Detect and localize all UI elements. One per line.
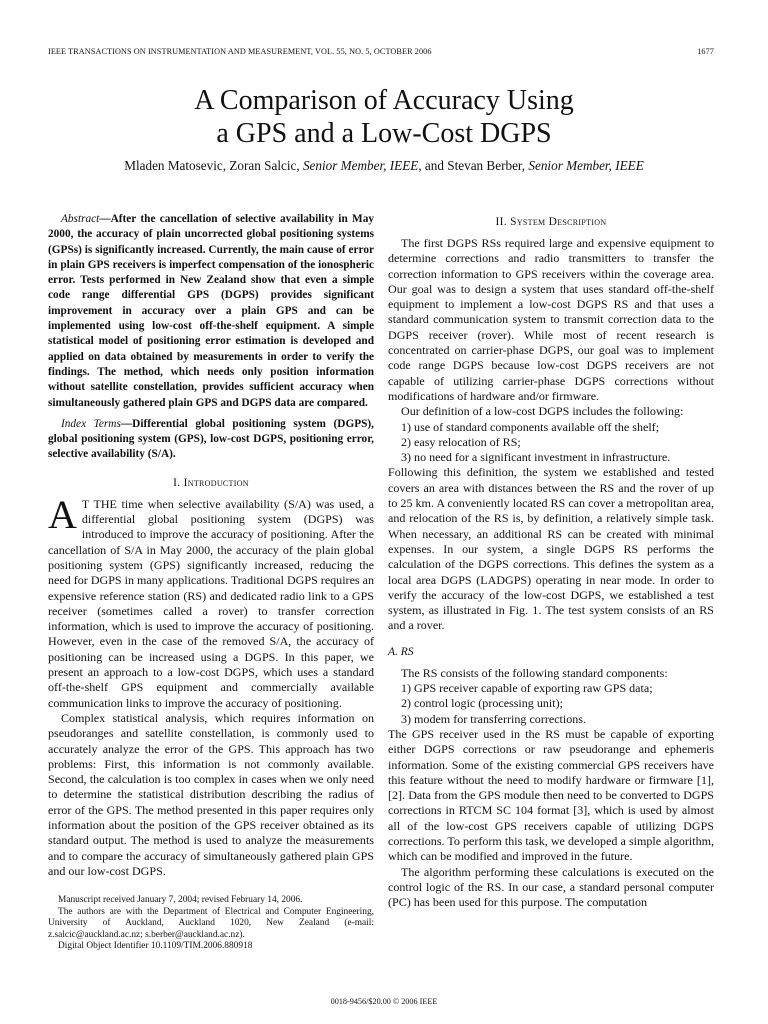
author-role-1: Senior Member, IEEE <box>302 158 419 173</box>
author-names-2: , and Stevan Berber, <box>418 158 529 173</box>
section-numeral: II. <box>495 216 511 228</box>
running-head <box>48 47 714 56</box>
index-terms-label: Index Terms <box>61 417 121 430</box>
copyright-footer: 0018-9456/$20.00 © 2006 IEEE <box>330 997 438 1006</box>
list-item: 1) use of standard components available off the shelf; <box>401 419 660 434</box>
title-line-2: a GPS and a Low-Cost DGPS <box>216 118 552 149</box>
right-column <box>388 212 714 910</box>
abstract-text: —After the cancellation of selective availability in May 2000, the accuracy of plain uncorrected global positioning systems (GPSs) is significantly increased. Currently, the main cause of error in plain GPS receivers is imperfect compensation of the ionospheric error. Tests performed in New Zealand show that even a simple code range differential GPS (DGPS) provides significant improvement in accuracy over a plain GPS and can be implemented using low-cost off-the-shelf equipment. A simple statistical model of positioning error estimation is developed and applied on data obtained by measurements in order to verify the findings. The method, which needs only position information without satellite constellation, provides sufficient accuracy when simultaneously gathered plain GPS and DGPS data are compared. <box>48 213 374 409</box>
section-heading-system-description <box>388 216 714 228</box>
abstract <box>48 212 374 411</box>
list-item: 3) no need for a significant investment in infrastructure. <box>401 450 671 465</box>
system-paragraph-2: Our definition of a low-cost DGPS includes the following: <box>401 404 684 419</box>
footnotes <box>48 895 374 953</box>
list-item: 2) easy relocation of RS; <box>401 434 521 449</box>
section-title: Introduction <box>183 476 249 489</box>
rs-paragraph-3: The algorithm performing these calculations is executed on the control logic of the RS. In our case, a standard personal computer (PC) has been used for this purpose. The computation <box>388 864 714 910</box>
list-item: 1) GPS receiver capable of exporting raw GPS data; <box>401 681 653 696</box>
journal-name: IEEE TRANSACTIONS ON INSTRUMENTATION AND MEASUREMENT, VOL. 55, NO. 5, OCTOBER 2006 <box>48 47 432 56</box>
abstract-label: Abstract <box>61 213 100 225</box>
author-names-1: Mladen Matosevic, Zoran Salcic, <box>124 158 303 173</box>
footnote-doi: Digital Object Identifier 10.1109/TIM.2006.880918 <box>58 941 253 952</box>
intro-paragraph-1-text: T THE time when selective availability (S/A) was used, a differential global positioning system (DGPS) was introduced to improve the accuracy of positioning. After the cancellation of S/A in May 2000, the accuracy of the plain global positioning system (GPS) significantly increased, reducing the need for DGPS in many applications. Traditional DGPS requires an expensive reference station (RS) and dedicated radio link to a GPS receiver (sometimes called a rover) to transfer correction information, which is used to improve the accuracy of positioning. However, even in the case of the removed S/A, the accuracy of positioning can be increased using a DGPS. In this paper, we present an approach to a low-cost DGPS, which uses a standard off-the-shelf GPS equipment and commercially available communication links to improve the accuracy of positioning. <box>48 496 374 710</box>
paper-title <box>0 84 768 150</box>
section-heading-introduction <box>48 477 374 489</box>
rs-paragraph-2: The GPS receiver used in the RS must be capable of exporting either DGPS corrections or raw pseudorange and ephemeris information. Some of the existing commercial GPS receivers have this feature without the need to modify hardware or firmware [1], [2]. Data from the GPS module then need to be converted to DGPS corrections in RTCM SC 104 format [3], which is used by almost all of the low-cost GPS receivers capable of utilizing DGPS corrections. To perform this task, we developed a simple algorithm, which can be modified and improved in the future. <box>388 726 714 864</box>
list-item: 3) modem for transferring corrections. <box>401 711 586 726</box>
index-terms-text: —Differential global positioning system (DGPS), global positioning system (GPS), low-cost DGPS, positioning error, selective availability (S/A). <box>48 417 374 461</box>
section-title: System Description <box>510 216 607 228</box>
subsection-heading-rs: A. RS <box>388 645 414 658</box>
section-numeral: I. <box>173 476 184 489</box>
rs-paragraph-1: The RS consists of the following standard components: <box>401 665 668 680</box>
index-terms <box>48 417 374 463</box>
left-column <box>48 212 374 879</box>
author-role-2: Senior Member, IEEE <box>528 158 644 173</box>
system-paragraph-3: Following this definition, the system we established and tested covers an area with distances between the RS and the rover of up to 25 km. A conveniently located RS can cover a metropolitan area, and relocation of the RS is, by definition, a relatively simple task. When necessary, an additional RS can be created with minimal expenses. In our system, a single DGPS RS performs the calculation of the DGPS corrections. This defines the system as a local area DGPS (LADGPS) operating in near mode. In order to verify the accuracy of the low-cost DGPS, we established a test system, as illustrated in Fig. 1. The test system consists of an RS and a rover. <box>388 465 714 633</box>
system-paragraph-1: The first DGPS RSs required large and expensive equipment to determine corrections and radio transmitters to transfer the correction information to GPS receivers within the coverage area. Our goal was to design a system that uses standard off-the-shelf equipment to implement a low-cost DGPS RS and that uses a standard communication system to transmit correction data to the DGPS receiver (rover). While most of recent research is concentrated on carrier-phase DGPS, our goal was to implement code range DGPS because low-cost DGPS receivers are not capable of utilizing carrier-phase DGPS corrections without modifications of hardware and/or firmware. <box>388 236 714 403</box>
list-item: 2) control logic (processing unit); <box>401 696 563 711</box>
page-number: 1677 <box>697 47 714 56</box>
intro-paragraph-2: Complex statistical analysis, which requires information on pseudoranges and satellite constellation, is commonly used to accurately analyze the error of the GPS. This approach has two problems: First, this information is not commonly available. Second, the calculation is too complex in cases when we only need to determine the statistical distribution describing the radius of error of the GPS. The method presented in this paper requires only information about the position of the GPS receiver obtained as its standard output. The method is used to analyze the measurements and to compare the accuracy of simultaneously gathered plain GPS and our low-cost DGPS. <box>48 710 374 878</box>
footnote-manuscript: Manuscript received January 7, 2004; revised February 14, 2006. <box>58 895 303 905</box>
components-list <box>388 681 714 727</box>
title-line-1: A Comparison of Accuracy Using <box>194 85 574 116</box>
intro-paragraph-1 <box>48 491 374 711</box>
definition-list <box>388 420 714 466</box>
author-list <box>0 158 768 174</box>
footnote-authors: The authors are with the Department of Electrical and Computer Engineering, University of Auckland, Auckland 1020, New Zealand (e-mail: z.salcic@auckland.ac.nz; s.berber@auckland.ac.nz). <box>48 906 374 940</box>
drop-cap: A <box>48 491 77 537</box>
